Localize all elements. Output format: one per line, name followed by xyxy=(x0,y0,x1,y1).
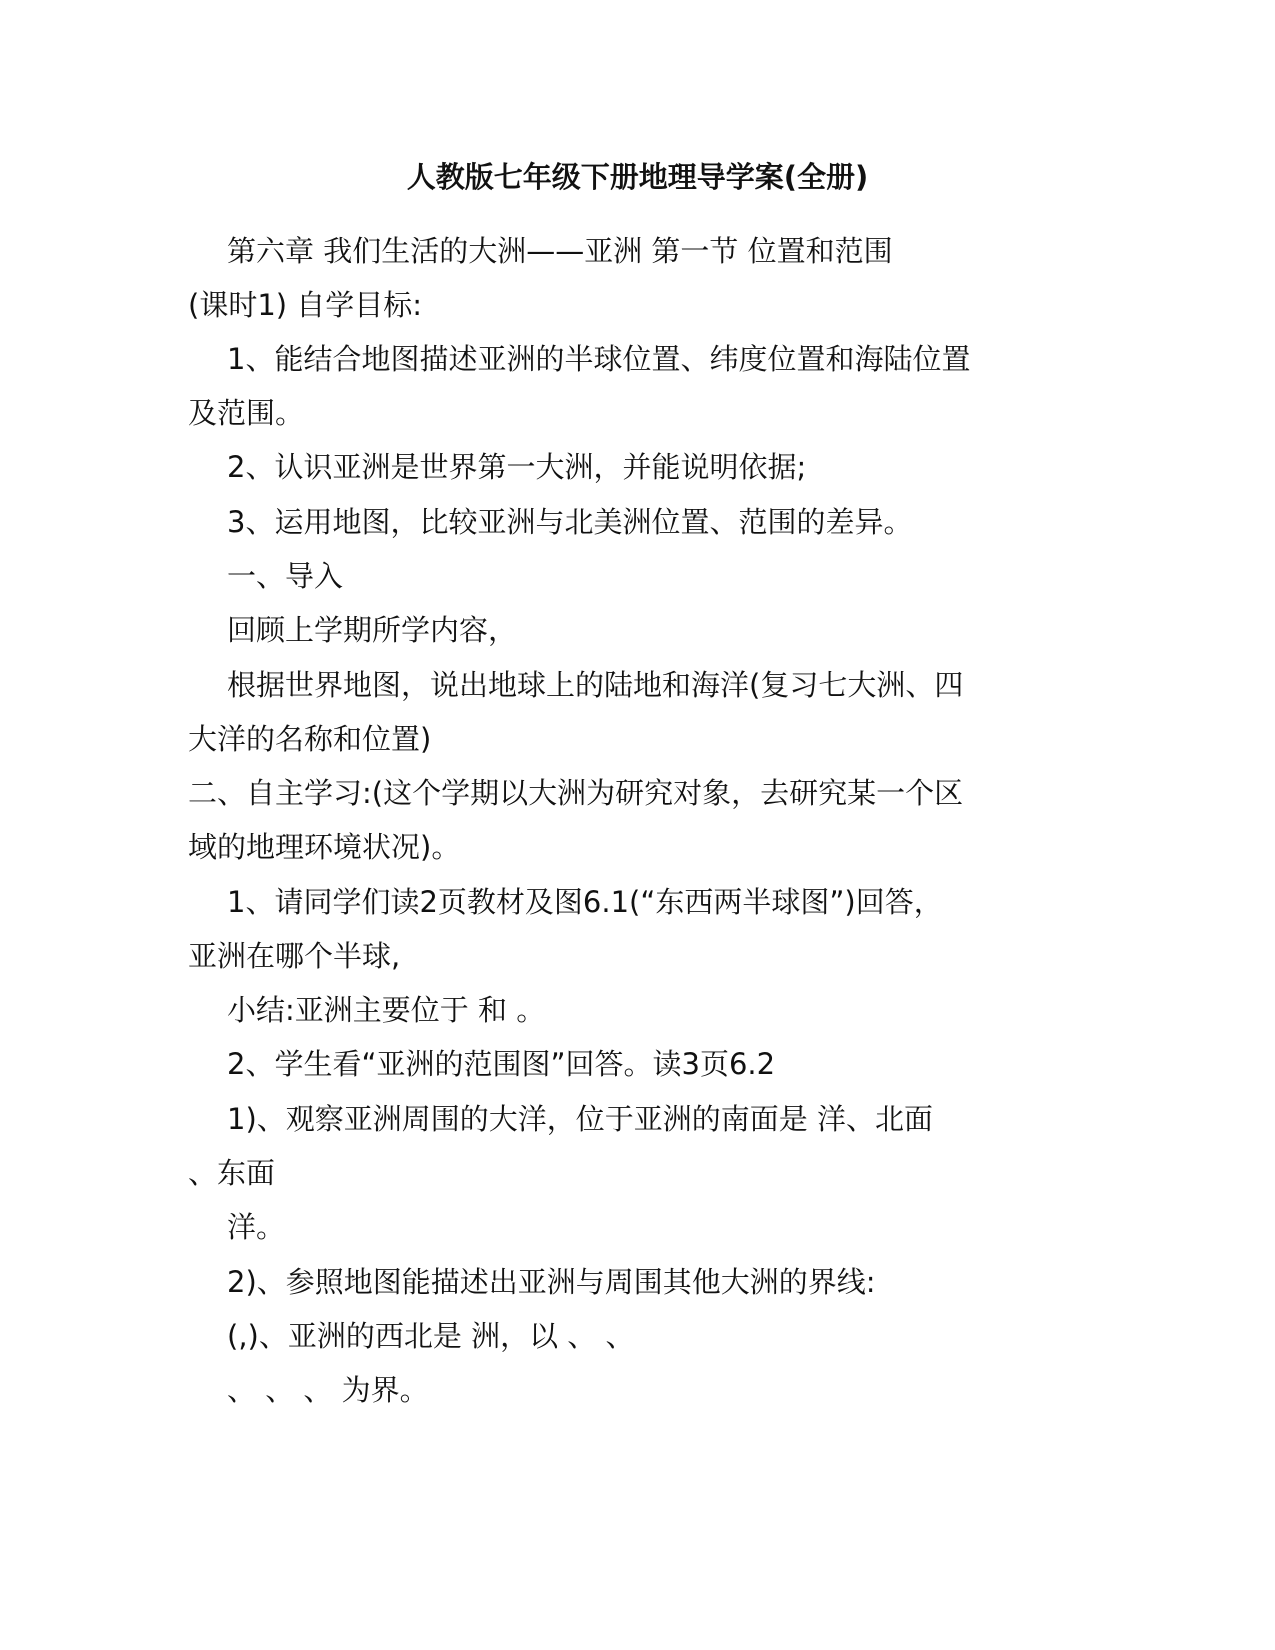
question-2-2: 2)、参照地图能描述出亚洲与周围其他大洲的界线: xyxy=(227,1265,876,1299)
document-title: 人教版七年级下册地理导学案(全册) xyxy=(406,160,869,194)
section-introduction: 一、导入 xyxy=(227,559,344,593)
question-2-1-line-1: 1)、观察亚洲周围的大洋，位于亚洲的南面是 洋、北面 xyxy=(227,1102,933,1136)
goal-2: 2、认识亚洲是世界第一大洲，并能说明依据; xyxy=(227,450,807,484)
question-2-1-line-2: 、东面 xyxy=(188,1156,276,1190)
question-2: 2、学生看“亚洲的范围图”回答。读3页6.2 xyxy=(227,1047,776,1081)
lesson-goals-heading: (课时1) 自学目标: xyxy=(188,288,423,322)
goal-1-line-1: 1、能结合地图描述亚洲的半球位置、纬度位置和海陆位置 xyxy=(227,342,971,376)
goal-1-line-2: 及范围。 xyxy=(188,396,305,430)
world-map-line-2: 大洋的名称和位置) xyxy=(188,722,432,756)
question-2-2-a-line-2: 、 、 、 为界。 xyxy=(227,1373,429,1407)
review-line: 回顾上学期所学内容， xyxy=(227,613,518,647)
question-1-line-1: 1、请同学们读2页教材及图6.1(“东西两半球图”)回答， xyxy=(227,885,943,919)
chapter-heading: 第六章 我们生活的大洲——亚洲 第一节 位置和范围 xyxy=(227,234,893,268)
question-2-1-line-3: 洋。 xyxy=(227,1210,286,1244)
self-study-line-1: 二、自主学习:(这个学期以大洲为研究对象，去研究某一个区 xyxy=(188,776,964,810)
world-map-line-1: 根据世界地图，说出地球上的陆地和海洋(复习七大洲、四 xyxy=(227,668,964,702)
goal-3: 3、运用地图，比较亚洲与北美洲位置、范围的差异。 xyxy=(227,505,913,539)
summary-line: 小结:亚洲主要位于 和 。 xyxy=(227,993,546,1027)
self-study-line-2: 域的地理环境状况)。 xyxy=(188,830,461,864)
question-1-line-2: 亚洲在哪个半球, xyxy=(188,939,401,973)
question-2-2-a-line-1: (,)、亚洲的西北是 洲，以 、 、 xyxy=(227,1319,635,1353)
